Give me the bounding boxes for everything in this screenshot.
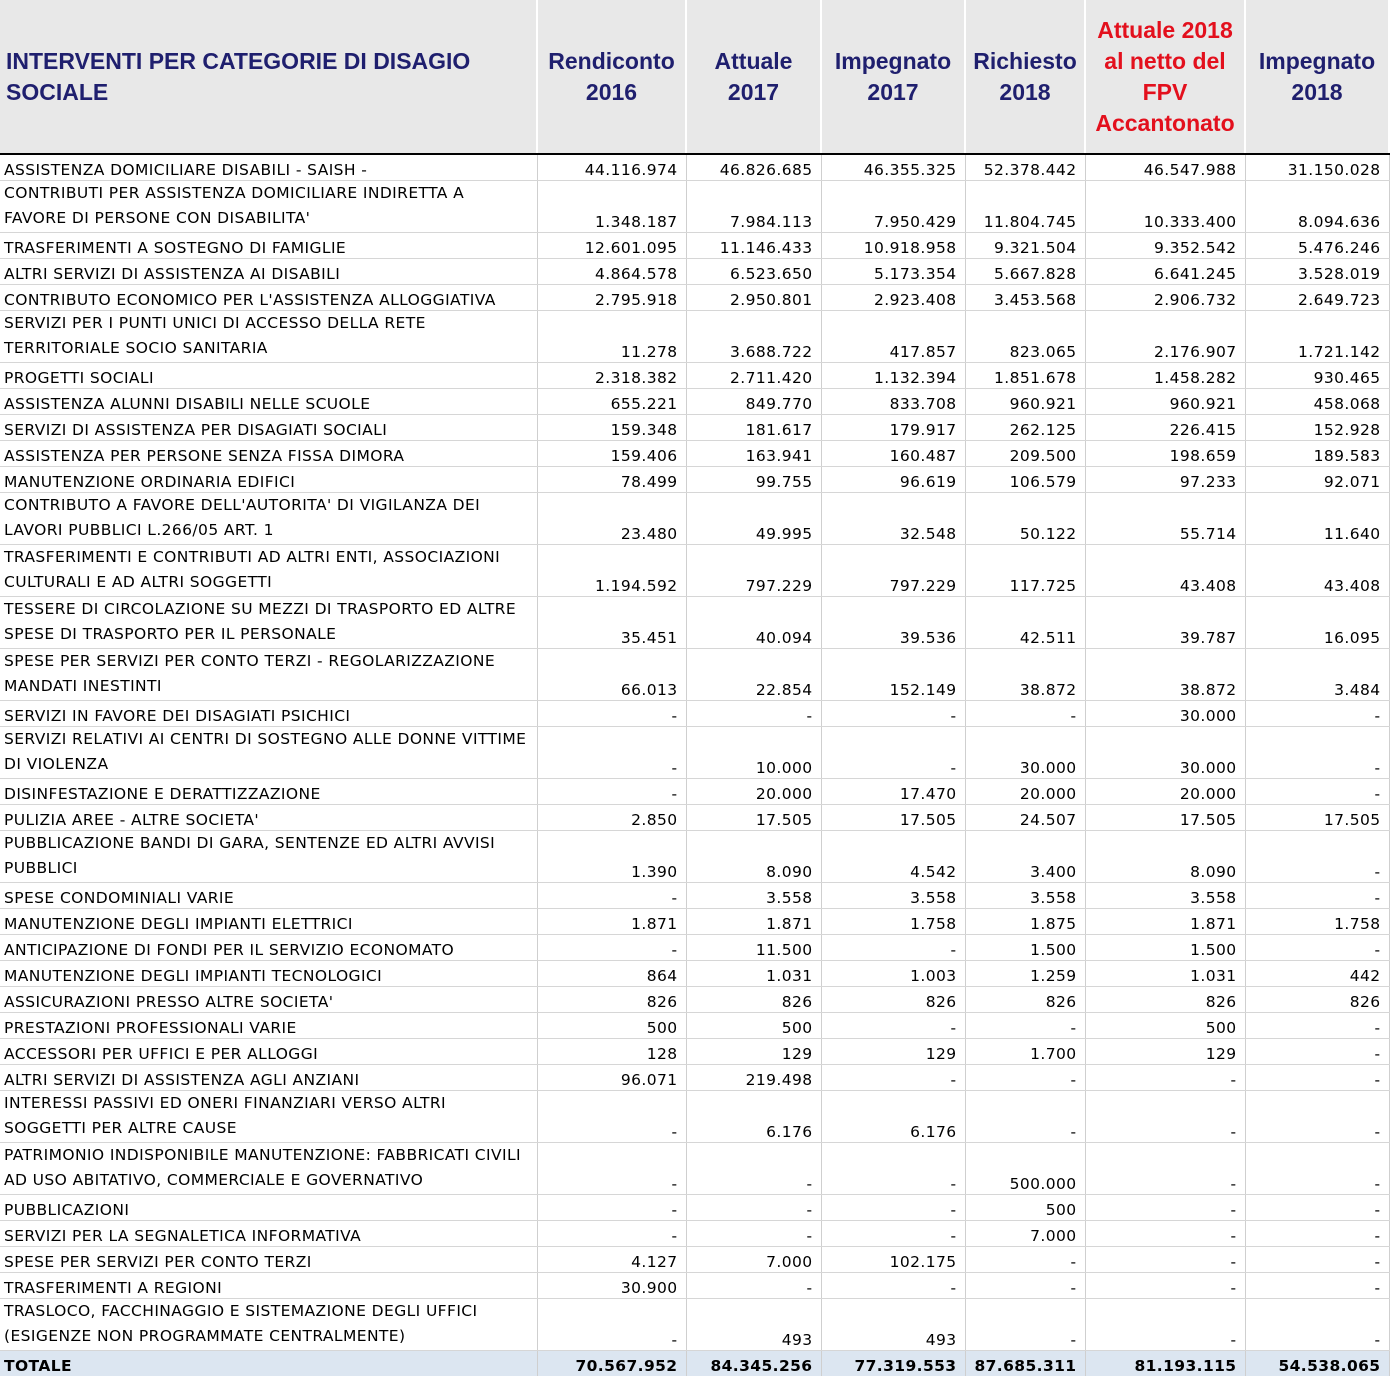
row-value: 96.619 [821, 467, 965, 493]
row-value: 97.233 [1085, 467, 1245, 493]
row-value: 159.348 [537, 415, 686, 441]
table-row [0, 1013, 1389, 1039]
row-value: 99.755 [686, 467, 821, 493]
row-value: 2.850 [537, 805, 686, 831]
row-value: - [1245, 1299, 1389, 1351]
table-row [0, 727, 1389, 779]
table-row [0, 233, 1389, 259]
row-value: - [965, 701, 1085, 727]
row-label: SERVIZI PER LA SEGNALETICA INFORMATIVA [0, 1221, 537, 1247]
table-row [0, 311, 1389, 363]
row-value: - [686, 1143, 821, 1195]
row-value: 12.601.095 [537, 233, 686, 259]
row-value: 7.984.113 [686, 181, 821, 233]
table-row [0, 883, 1389, 909]
row-label: PULIZIA AREE - ALTRE SOCIETA' [0, 805, 537, 831]
row-value: - [821, 1221, 965, 1247]
row-label: SPESE PER SERVIZI PER CONTO TERZI - REGOLARIZZAZIONE MANDATI INESTINTI [0, 649, 537, 701]
row-value: 833.708 [821, 389, 965, 415]
row-value: 10.918.958 [821, 233, 965, 259]
row-value: - [537, 1195, 686, 1221]
row-value: 39.536 [821, 597, 965, 649]
row-value: 117.725 [965, 545, 1085, 597]
row-value: 2.711.420 [686, 363, 821, 389]
row-value: 31.150.028 [1245, 154, 1389, 181]
row-value: 6.641.245 [1085, 259, 1245, 285]
row-value: 46.547.988 [1085, 154, 1245, 181]
row-value: 960.921 [1085, 389, 1245, 415]
row-value: - [537, 1221, 686, 1247]
row-value: 6.176 [686, 1091, 821, 1143]
table-row [0, 545, 1389, 597]
row-value: 5.173.354 [821, 259, 965, 285]
row-value: 493 [686, 1299, 821, 1351]
header-impegnato-2018: Impegnato 2018 [1245, 0, 1389, 154]
row-value: 1.871 [686, 909, 821, 935]
row-value: 6.523.650 [686, 259, 821, 285]
row-value: - [965, 1247, 1085, 1273]
table-row [0, 935, 1389, 961]
table-row [0, 909, 1389, 935]
table-row [0, 1221, 1389, 1247]
row-value: 960.921 [965, 389, 1085, 415]
row-label: ASSISTENZA PER PERSONE SENZA FISSA DIMORA [0, 441, 537, 467]
row-value: - [686, 1195, 821, 1221]
table-row [0, 1143, 1389, 1195]
row-value: 11.804.745 [965, 181, 1085, 233]
row-label: MANUTENZIONE DEGLI IMPIANTI ELETTRICI [0, 909, 537, 935]
row-value: 797.229 [686, 545, 821, 597]
row-value: - [821, 701, 965, 727]
row-value: 1.871 [537, 909, 686, 935]
row-value: 44.116.974 [537, 154, 686, 181]
row-label: TRASFERIMENTI A SOSTEGNO DI FAMIGLIE [0, 233, 537, 259]
row-value: 52.378.442 [965, 154, 1085, 181]
row-value: 1.500 [965, 935, 1085, 961]
row-value: 160.487 [821, 441, 965, 467]
row-value: - [1245, 1143, 1389, 1195]
table-row [0, 389, 1389, 415]
row-value: 179.917 [821, 415, 965, 441]
row-value: 930.465 [1245, 363, 1389, 389]
row-label: TRASLOCO, FACCHINAGGIO E SISTEMAZIONE DEGLI UFFICI (ESIGENZE NON PROGRAMMATE CENTRALMENTE) [0, 1299, 537, 1351]
table-row [0, 987, 1389, 1013]
row-label: SERVIZI RELATIVI AI CENTRI DI SOSTEGNO ALLE DONNE VITTIME DI VIOLENZA [0, 727, 537, 779]
row-value: - [1245, 727, 1389, 779]
row-value: 17.505 [1245, 805, 1389, 831]
row-value: 30.000 [1085, 727, 1245, 779]
row-value: - [821, 935, 965, 961]
table-row [0, 467, 1389, 493]
row-value: 55.714 [1085, 493, 1245, 545]
row-value: 106.579 [965, 467, 1085, 493]
row-value: 24.507 [965, 805, 1085, 831]
table-row [0, 831, 1389, 883]
header-attuale-2017: Attuale 2017 [686, 0, 821, 154]
row-value: 500 [686, 1013, 821, 1039]
row-value: 458.068 [1245, 389, 1389, 415]
row-value: - [1245, 1195, 1389, 1221]
row-value: - [1245, 883, 1389, 909]
row-value: 50.122 [965, 493, 1085, 545]
row-value: - [686, 701, 821, 727]
row-label: ALTRI SERVIZI DI ASSISTENZA AGLI ANZIANI [0, 1065, 537, 1091]
row-label: MANUTENZIONE DEGLI IMPIANTI TECNOLOGICI [0, 961, 537, 987]
row-value: 2.923.408 [821, 285, 965, 311]
row-value: 38.872 [1085, 649, 1245, 701]
row-value: 1.132.394 [821, 363, 965, 389]
row-value: 1.031 [686, 961, 821, 987]
row-value: - [1245, 701, 1389, 727]
row-value: - [1085, 1247, 1245, 1273]
row-value: 1.003 [821, 961, 965, 987]
table-row [0, 779, 1389, 805]
row-value: 10.333.400 [1085, 181, 1245, 233]
row-value: 262.125 [965, 415, 1085, 441]
row-value: 8.090 [1085, 831, 1245, 883]
table-row [0, 181, 1389, 233]
row-value: 46.826.685 [686, 154, 821, 181]
row-value: 39.787 [1085, 597, 1245, 649]
row-value: - [537, 779, 686, 805]
row-value: - [1245, 935, 1389, 961]
row-value: 17.505 [686, 805, 821, 831]
row-value: 3.558 [686, 883, 821, 909]
row-value: 20.000 [686, 779, 821, 805]
row-value: - [1245, 1221, 1389, 1247]
row-value: 8.090 [686, 831, 821, 883]
header-impegnato-2017: Impegnato 2017 [821, 0, 965, 154]
row-value: 20.000 [1085, 779, 1245, 805]
row-value: 163.941 [686, 441, 821, 467]
row-label: MANUTENZIONE ORDINARIA EDIFICI [0, 467, 537, 493]
row-value: 3.688.722 [686, 311, 821, 363]
table-row [0, 1065, 1389, 1091]
total-value: 87.685.311 [965, 1351, 1085, 1376]
row-value: - [1085, 1065, 1245, 1091]
row-value: 6.176 [821, 1091, 965, 1143]
row-value: - [537, 1299, 686, 1351]
row-value: - [1085, 1273, 1245, 1299]
row-value: 128 [537, 1039, 686, 1065]
table-row [0, 441, 1389, 467]
row-value: 826 [1245, 987, 1389, 1013]
row-value: 189.583 [1245, 441, 1389, 467]
row-value: 30.000 [965, 727, 1085, 779]
row-label: TESSERE DI CIRCOLAZIONE SU MEZZI DI TRASPORTO ED ALTRE SPESE DI TRASPORTO PER IL PERSONALE [0, 597, 537, 649]
row-value: - [965, 1065, 1085, 1091]
row-value: 823.065 [965, 311, 1085, 363]
row-value: - [1085, 1143, 1245, 1195]
total-value: 77.319.553 [821, 1351, 965, 1376]
row-value: 2.906.732 [1085, 285, 1245, 311]
row-value: - [1085, 1299, 1245, 1351]
row-value: 11.146.433 [686, 233, 821, 259]
row-value: 7.000 [965, 1221, 1085, 1247]
row-value: - [965, 1299, 1085, 1351]
table-row [0, 363, 1389, 389]
row-label: PATRIMONIO INDISPONIBILE MANUTENZIONE: FABBRICATI CIVILI AD USO ABITATIVO, COMMERCIALE E GOVERNATIVO [0, 1143, 537, 1195]
row-value: 32.548 [821, 493, 965, 545]
row-value: 417.857 [821, 311, 965, 363]
row-value: - [686, 1273, 821, 1299]
row-value: 2.950.801 [686, 285, 821, 311]
table-row [0, 285, 1389, 311]
row-label: ANTICIPAZIONE DI FONDI PER IL SERVIZIO ECONOMATO [0, 935, 537, 961]
row-label: PUBBLICAZIONI [0, 1195, 537, 1221]
row-value: 826 [1085, 987, 1245, 1013]
total-label: TOTALE [0, 1351, 537, 1376]
header-richiesto-2018: Richiesto 2018 [965, 0, 1085, 154]
row-value: 1.758 [1245, 909, 1389, 935]
row-value: 3.484 [1245, 649, 1389, 701]
table-row [0, 259, 1389, 285]
row-label: ASSISTENZA ALUNNI DISABILI NELLE SCUOLE [0, 389, 537, 415]
row-value: 500 [1085, 1013, 1245, 1039]
row-value: - [821, 1013, 965, 1039]
row-value: 10.000 [686, 727, 821, 779]
row-value: 2.176.907 [1085, 311, 1245, 363]
row-value: 442 [1245, 961, 1389, 987]
row-value: 2.318.382 [537, 363, 686, 389]
row-value: 4.864.578 [537, 259, 686, 285]
row-value: 219.498 [686, 1065, 821, 1091]
row-value: - [537, 727, 686, 779]
row-value: 3.453.568 [965, 285, 1085, 311]
row-value: 198.659 [1085, 441, 1245, 467]
row-value: 66.013 [537, 649, 686, 701]
table-row [0, 493, 1389, 545]
row-value: 129 [1085, 1039, 1245, 1065]
row-value: 3.558 [965, 883, 1085, 909]
row-label: ASSISTENZA DOMICILIARE DISABILI - SAISH - [0, 154, 537, 181]
row-label: PRESTAZIONI PROFESSIONALI VARIE [0, 1013, 537, 1039]
row-value: 35.451 [537, 597, 686, 649]
row-label: INTERESSI PASSIVI ED ONERI FINANZIARI VERSO ALTRI SOGGETTI PER ALTRE CAUSE [0, 1091, 537, 1143]
row-value: 826 [686, 987, 821, 1013]
table-row [0, 1273, 1389, 1299]
row-value: 493 [821, 1299, 965, 1351]
row-value: 17.505 [1085, 805, 1245, 831]
row-value: 92.071 [1245, 467, 1389, 493]
row-label: SERVIZI DI ASSISTENZA PER DISAGIATI SOCIALI [0, 415, 537, 441]
row-value: 11.500 [686, 935, 821, 961]
row-value: 46.355.325 [821, 154, 965, 181]
row-value: 129 [821, 1039, 965, 1065]
row-value: 1.871 [1085, 909, 1245, 935]
table-row [0, 649, 1389, 701]
row-value: 1.031 [1085, 961, 1245, 987]
row-value: - [1085, 1221, 1245, 1247]
row-value: 11.278 [537, 311, 686, 363]
table-row [0, 961, 1389, 987]
table-row [0, 1091, 1389, 1143]
row-label: CONTRIBUTI PER ASSISTENZA DOMICILIARE INDIRETTA A FAVORE DI PERSONE CON DISABILITA' [0, 181, 537, 233]
table-header [0, 0, 1389, 154]
row-label: SERVIZI PER I PUNTI UNICI DI ACCESSO DELLA RETE TERRITORIALE SOCIO SANITARIA [0, 311, 537, 363]
row-value: - [965, 1013, 1085, 1039]
row-value: 16.095 [1245, 597, 1389, 649]
row-value: 500.000 [965, 1143, 1085, 1195]
row-value: - [821, 1195, 965, 1221]
row-value: 1.194.592 [537, 545, 686, 597]
row-label: PROGETTI SOCIALI [0, 363, 537, 389]
row-value: - [1245, 779, 1389, 805]
row-value: 1.758 [821, 909, 965, 935]
row-value: 3.528.019 [1245, 259, 1389, 285]
row-value: 1.348.187 [537, 181, 686, 233]
row-value: - [537, 935, 686, 961]
row-value: 11.640 [1245, 493, 1389, 545]
row-value: 9.321.504 [965, 233, 1085, 259]
row-value: 43.408 [1245, 545, 1389, 597]
row-value: 8.094.636 [1245, 181, 1389, 233]
row-value: - [537, 883, 686, 909]
row-value: - [1245, 1247, 1389, 1273]
header-category: INTERVENTI PER CATEGORIE DI DISAGIO SOCIALE [0, 0, 537, 154]
table-row [0, 597, 1389, 649]
row-value: 152.149 [821, 649, 965, 701]
row-label: TRASFERIMENTI E CONTRIBUTI AD ALTRI ENTI, ASSOCIAZIONI CULTURALI E AD ALTRI SOGGETTI [0, 545, 537, 597]
row-value: - [965, 1091, 1085, 1143]
row-value: - [821, 1065, 965, 1091]
row-value: 4.127 [537, 1247, 686, 1273]
row-value: - [1245, 1273, 1389, 1299]
row-value: 500 [965, 1195, 1085, 1221]
row-value: 17.505 [821, 805, 965, 831]
row-value: 9.352.542 [1085, 233, 1245, 259]
row-value: - [1245, 1091, 1389, 1143]
row-value: 209.500 [965, 441, 1085, 467]
row-value: - [821, 1273, 965, 1299]
row-value: 4.542 [821, 831, 965, 883]
total-value: 70.567.952 [537, 1351, 686, 1376]
row-value: - [537, 701, 686, 727]
row-label: DISINFESTAZIONE E DERATTIZZAZIONE [0, 779, 537, 805]
row-value: - [1245, 831, 1389, 883]
row-value: 1.458.282 [1085, 363, 1245, 389]
row-value: 849.770 [686, 389, 821, 415]
row-value: 40.094 [686, 597, 821, 649]
row-label: CONTRIBUTO A FAVORE DELL'AUTORITA' DI VIGILANZA DEI LAVORI PUBBLICI L.266/05 ART. 1 [0, 493, 537, 545]
table-row [0, 1195, 1389, 1221]
row-value: 3.558 [821, 883, 965, 909]
row-value: 1.721.142 [1245, 311, 1389, 363]
row-value: 30.900 [537, 1273, 686, 1299]
row-value: 7.000 [686, 1247, 821, 1273]
row-value: - [1085, 1091, 1245, 1143]
row-value: 159.406 [537, 441, 686, 467]
row-value: 655.221 [537, 389, 686, 415]
row-value: 43.408 [1085, 545, 1245, 597]
row-value: - [1245, 1065, 1389, 1091]
row-value: 1.390 [537, 831, 686, 883]
row-value: 826 [821, 987, 965, 1013]
row-value: 1.500 [1085, 935, 1245, 961]
row-value: 1.851.678 [965, 363, 1085, 389]
row-value: - [1245, 1013, 1389, 1039]
row-value: 78.499 [537, 467, 686, 493]
row-value: 17.470 [821, 779, 965, 805]
total-value: 84.345.256 [686, 1351, 821, 1376]
row-value: 3.400 [965, 831, 1085, 883]
row-label: ACCESSORI PER UFFICI E PER ALLOGGI [0, 1039, 537, 1065]
row-label: SERVIZI IN FAVORE DEI DISAGIATI PSICHICI [0, 701, 537, 727]
row-value: - [1085, 1195, 1245, 1221]
row-value: 2.649.723 [1245, 285, 1389, 311]
row-value: 38.872 [965, 649, 1085, 701]
total-row [0, 1351, 1389, 1376]
table-row [0, 1039, 1389, 1065]
row-value: 152.928 [1245, 415, 1389, 441]
row-value: 1.700 [965, 1039, 1085, 1065]
row-label: PUBBLICAZIONE BANDI DI GARA, SENTENZE ED ALTRI AVVISI PUBBLICI [0, 831, 537, 883]
table-row [0, 805, 1389, 831]
table-body [0, 154, 1389, 1376]
row-label: ALTRI SERVIZI DI ASSISTENZA AI DISABILI [0, 259, 537, 285]
row-value: 49.995 [686, 493, 821, 545]
row-value: 226.415 [1085, 415, 1245, 441]
row-value: 864 [537, 961, 686, 987]
row-value: 5.667.828 [965, 259, 1085, 285]
row-value: 23.480 [537, 493, 686, 545]
row-value: 5.476.246 [1245, 233, 1389, 259]
row-value: 2.795.918 [537, 285, 686, 311]
row-value: 22.854 [686, 649, 821, 701]
row-value: - [821, 727, 965, 779]
table-row [0, 154, 1389, 181]
row-value: 3.558 [1085, 883, 1245, 909]
table-row [0, 701, 1389, 727]
row-value: 129 [686, 1039, 821, 1065]
row-value: 181.617 [686, 415, 821, 441]
header-rendiconto-2016: Rendiconto 2016 [537, 0, 686, 154]
row-value: 96.071 [537, 1065, 686, 1091]
row-value: 1.259 [965, 961, 1085, 987]
table-row [0, 1247, 1389, 1273]
row-label: SPESE PER SERVIZI PER CONTO TERZI [0, 1247, 537, 1273]
row-value: - [537, 1091, 686, 1143]
row-value: 20.000 [965, 779, 1085, 805]
row-value: 102.175 [821, 1247, 965, 1273]
row-label: SPESE CONDOMINIALI VARIE [0, 883, 537, 909]
table-row [0, 1299, 1389, 1351]
row-label: TRASFERIMENTI A REGIONI [0, 1273, 537, 1299]
row-value: 1.875 [965, 909, 1085, 935]
row-value: 826 [965, 987, 1085, 1013]
row-value: - [686, 1221, 821, 1247]
row-value: 797.229 [821, 545, 965, 597]
total-value: 81.193.115 [1085, 1351, 1245, 1376]
row-label: ASSICURAZIONI PRESSO ALTRE SOCIETA' [0, 987, 537, 1013]
row-value: 7.950.429 [821, 181, 965, 233]
row-value: - [537, 1143, 686, 1195]
row-value: 826 [537, 987, 686, 1013]
row-label: CONTRIBUTO ECONOMICO PER L'ASSISTENZA ALLOGGIATIVA [0, 285, 537, 311]
total-value: 54.538.065 [1245, 1351, 1389, 1376]
row-value: 500 [537, 1013, 686, 1039]
row-value: - [1245, 1039, 1389, 1065]
row-value: - [821, 1143, 965, 1195]
header-attuale-2018-netto-fpv: Attuale 2018 al netto del FPV Accantonato [1085, 0, 1245, 154]
table-row [0, 415, 1389, 441]
row-value: 30.000 [1085, 701, 1245, 727]
row-value: 42.511 [965, 597, 1085, 649]
row-value: - [965, 1273, 1085, 1299]
